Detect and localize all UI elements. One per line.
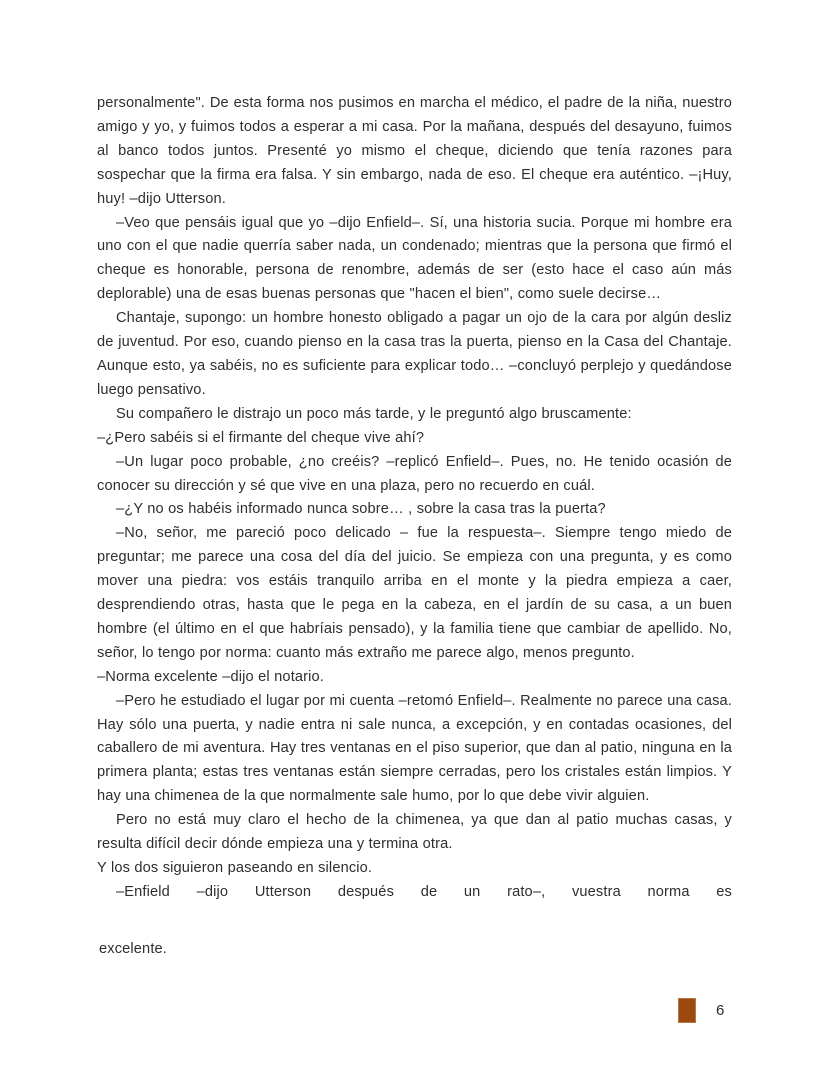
paragraph: –Enfield –dijo Utterson después de un rato–, vuestra norma es xyxy=(116,883,732,900)
paragraph: Pero no está muy claro el hecho de la chimenea, ya que dan al patio muchas casas, y resulta difícil decir dónde empieza una y termina otra. xyxy=(97,812,732,853)
paragraph: –No, señor, me pareció poco delicado – fue la respuesta–. Siempre tengo miedo de preguntar; me parece una cosa del día del juicio. Se empieza con una pregunta, y es como mover una piedra: vos estáis tranquilo arriba en el monte y la piedra empieza a caer, desprendiendo otras, hasta que le pega en la cabeza, en el jardín de su casa, a un buen hombre (el último en el que habríais pensado), y la familia tiene que cambiar de apellido. No, señor, lo tengo por norma: cuanto más extraño me parece algo, menos pregunto. xyxy=(97,525,732,661)
paragraph: Su compañero le distrajo un poco más tarde, y le preguntó algo bruscamente: xyxy=(116,405,632,422)
page-footer xyxy=(0,995,828,1035)
body-text-column xyxy=(97,92,732,905)
footer-marker-icon xyxy=(678,998,696,1023)
paragraph: Chantaje, supongo: un hombre honesto obligado a pagar un ojo de la cara por algún desliz de juventud. Por eso, cuando pienso en la casa tras la puerta, pienso en la Casa del Chantaje. Aunque esto, ya sabéis, no es suficiente para explicar todo… –concluyó perplejo y quedándose luego pensativo. xyxy=(97,310,732,398)
paragraph-continuation: excelente. xyxy=(99,941,167,957)
paragraph: Y los dos siguieron paseando en silencio. xyxy=(97,860,373,876)
paragraph: –¿Y no os habéis informado nunca sobre… , sobre la casa tras la puerta? xyxy=(116,501,606,518)
page-number: 6 xyxy=(716,1002,725,1019)
paragraph: personalmente". De esta forma nos pusimos en marcha el médico, el padre de la niña, nuestro amigo y yo, y fuimos todos a esperar a mi casa. Por la mañana, después del desayuno, fuimos al banco todos juntos. Presenté yo mismo el cheque, diciendo que tenía razones para sospechar que la firma era falsa. Y sin embargo, nada de eso. El cheque era auténtico. –¡Huy, huy! –dijo Utterson. xyxy=(97,95,732,207)
paragraph: –Un lugar poco probable, ¿no creéis? –replicó Enfield–. Pues, no. He tenido ocasión de conocer su dirección y sé que vive en una plaza, pero no recuerdo en cuál. xyxy=(97,453,732,494)
paragraph: –¿Pero sabéis si el firmante del cheque vive ahí? xyxy=(97,429,425,446)
paragraph: –Pero he estudiado el lugar por mi cuenta –retomó Enfield–. Realmente no parece una casa. Hay sólo una puerta, y nadie entra ni sale nunca, a excepción, y en contadas ocasiones, del caballero de mi aventura. Hay tres ventanas en el piso superior, que dan al patio, ninguna en la primera planta; estas tres ventanas están siempre cerradas, pero los cristales están limpios. Y hay una chimenea de la que normalmente sale humo, por lo que debe vivir alguien. xyxy=(97,692,732,805)
paragraph: –Norma excelente –dijo el notario. xyxy=(97,668,325,685)
paragraph: –Veo que pensáis igual que yo –dijo Enfield–. Sí, una historia sucia. Porque mi hombre era uno con el que nadie querría saber nada, un condenado; mientras que la persona que firmó el cheque es honorable, persona de renombre, además de ser (esto hace el caso aún más deplorable) una de esas buenas personas que "hacen el bien", como suele decirse… xyxy=(97,214,732,303)
